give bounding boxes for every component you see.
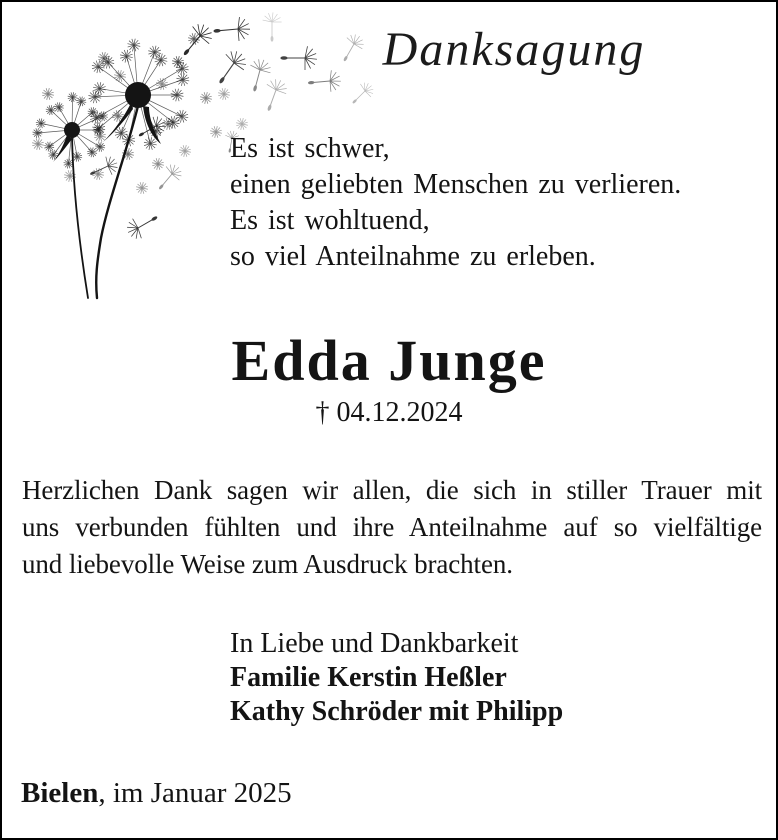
signature-block [230,627,563,729]
date-text: , im Januar 2025 [98,777,292,809]
signature-intro: In Liebe und Dankbarkeit [230,628,519,659]
thanks-line: Herzlichen Dank sagen wir allen, die sich in stiller Trauer mit [22,475,762,505]
death-date: † 04.12.2024 [315,397,463,428]
thanks-line: und liebevolle Weise zum Ausdruck brachten. [22,549,513,579]
poem-line: so viel Anteilnahme zu erleben. [230,241,596,272]
signature-name: Familie Kerstin Heßler [230,662,507,693]
thanks-line: uns verbunden fühlten und ihre Anteilnahme auf so vielfältige [22,512,762,542]
thanks-paragraph [22,472,762,583]
place-date-line [21,777,292,810]
notice-type-title: Danksagung [382,23,646,76]
poem-line: Es ist wohltuend, [230,205,430,236]
poem-block [230,131,681,275]
deceased-name: Edda Junge [231,328,547,393]
place-name: Bielen [21,777,99,809]
poem-line: Es ist schwer, [230,133,390,164]
poem-line: einen geliebten Menschen zu verlieren. [230,169,682,200]
signature-name: Kathy Schröder mit Philipp [230,696,564,727]
